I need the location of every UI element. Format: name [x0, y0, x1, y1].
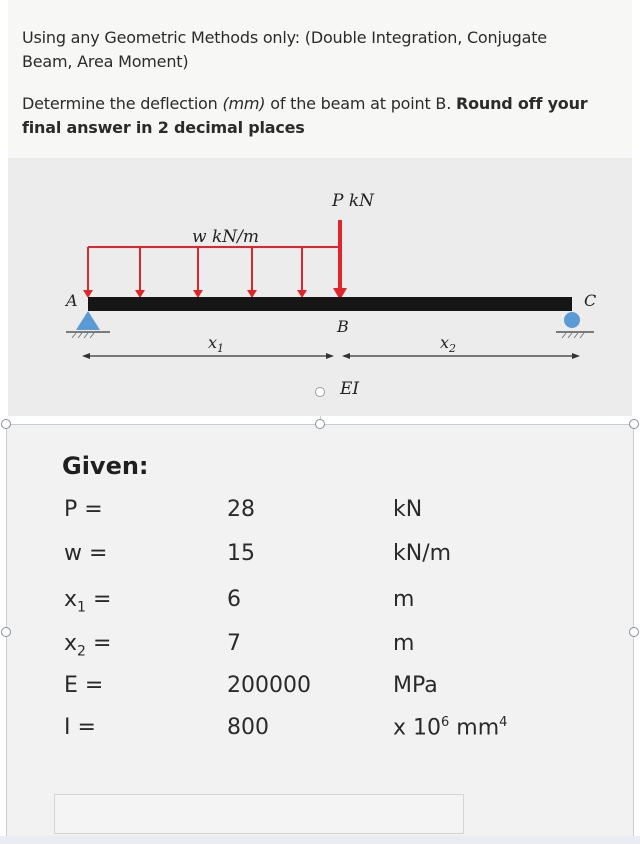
resize-handle-left[interactable] — [1, 627, 11, 637]
question-instruction: Round off your — [455, 94, 588, 113]
question-line-4: final answer in 2 decimal places — [22, 118, 305, 137]
row-symbol: w = — [64, 541, 108, 566]
beam-diagram — [8, 158, 632, 416]
row-value: 7 — [227, 631, 241, 656]
point-b-label: B — [337, 317, 349, 336]
load-arrowheads — [83, 290, 307, 298]
support-a-label: A — [66, 291, 78, 310]
given-row-w — [0, 541, 640, 571]
given-row-x2 — [0, 631, 640, 661]
resize-handle-top-right[interactable] — [629, 419, 639, 429]
resize-handle-top-left[interactable] — [1, 419, 11, 429]
row-value: 200000 — [227, 673, 311, 698]
question-line-3 — [22, 94, 587, 113]
question-unit: (mm) — [222, 94, 266, 113]
row-unit: m — [393, 587, 415, 612]
row-unit: x $10^6$ $mm^4$ — [393, 715, 508, 741]
given-row-i — [0, 715, 640, 745]
row-symbol: $x_2$ = — [64, 631, 112, 660]
given-row-e — [0, 673, 640, 703]
row-unit: kN/m — [393, 541, 452, 566]
row-symbol: P = — [64, 497, 103, 522]
distributed-load-label: w kN/m — [192, 227, 259, 247]
question-text-cont: of the beam at point B. — [265, 94, 456, 113]
editor-bottom-strip — [0, 836, 640, 844]
row-value: 28 — [227, 497, 255, 522]
span1-label: $x_1$ — [208, 333, 225, 355]
resize-handle-right[interactable] — [629, 627, 639, 637]
point-load-label: P kN — [332, 191, 375, 211]
question-line-2: Beam, Area Moment) — [22, 52, 189, 71]
pin-support-icon — [76, 311, 100, 330]
question-text: Determine the deflection — [22, 94, 223, 113]
stiffness-label: EI — [340, 379, 360, 399]
row-value: 800 — [227, 715, 269, 740]
row-symbol: I = — [64, 715, 96, 740]
row-value: 15 — [227, 541, 255, 566]
row-value: 6 — [227, 587, 241, 612]
row-unit: kN — [393, 497, 423, 522]
span2-label: $x_2$ — [440, 333, 457, 355]
distributed-load — [88, 247, 338, 292]
given-title: Given: — [62, 452, 149, 480]
given-row-p — [0, 497, 640, 527]
support-c-label: C — [584, 291, 597, 310]
row-unit: m — [393, 631, 415, 656]
roller-support-icon — [564, 312, 580, 328]
resize-handle-top[interactable] — [315, 419, 325, 429]
rotate-handle-icon[interactable] — [315, 387, 325, 397]
answer-box[interactable] — [54, 794, 464, 834]
row-symbol: $x_1$ = — [64, 587, 112, 616]
given-row-x1 — [0, 587, 640, 617]
row-symbol: E = — [64, 673, 104, 698]
beam — [88, 297, 572, 311]
row-unit: MPa — [393, 673, 438, 698]
question-line-1: Using any Geometric Methods only: (Double Integration, Conjugate — [22, 28, 547, 47]
